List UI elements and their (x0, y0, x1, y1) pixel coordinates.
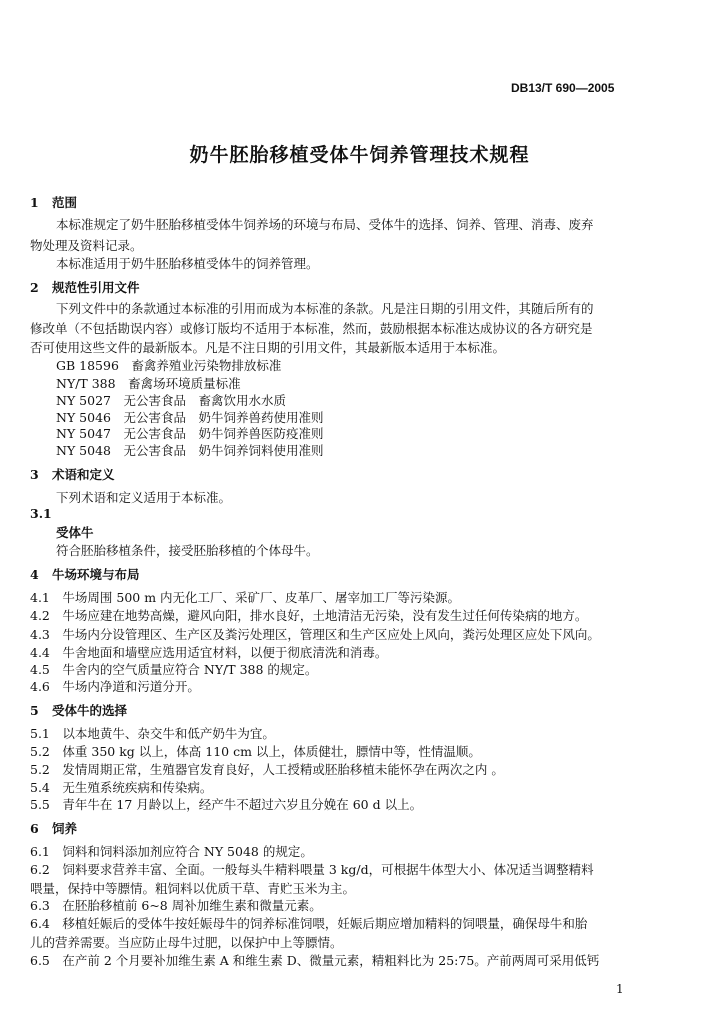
clause-text: 牛场内净道和污道分开。 (62, 679, 200, 694)
section-6-heading (30, 819, 77, 837)
clause-number: 5.2 (30, 744, 50, 759)
section-number: 6 (30, 821, 39, 836)
section-number: 2 (30, 280, 39, 295)
clause (30, 625, 600, 643)
clause-text: 体重 350 kg 以上，体高 110 cm 以上，体质健壮，膘情中等，性情温顺。 (62, 744, 481, 759)
clause-text: 在产前 2 个月要补加维生素 A 和维生素 D、微量元素，精粗料比为 25:75。产前两周可采用低钙 (62, 953, 600, 968)
section-number: 1 (30, 195, 39, 210)
reference-item: NY 5048 无公害食品 奶牛饲养饲料使用准则 (56, 443, 324, 458)
clause (30, 951, 599, 969)
section-3-heading (30, 465, 115, 483)
clause-text: 牛舍地面和墙壁应选用适宜材料，以便于彻底清洗和消毒。 (62, 645, 388, 660)
term-definition: 符合胚胎移植条件，接受胚胎移植的个体母牛。 (56, 543, 319, 558)
clause (30, 724, 275, 742)
clause-number: 5.5 (30, 797, 50, 812)
reference-item: NY/T 388 畜禽场环境质量标准 (56, 376, 241, 391)
page-number: 1 (616, 982, 624, 996)
section-number: 3 (30, 467, 39, 482)
clause-text: 发情周期正常，生殖器官发育良好，人工授精或胚胎移植未能怀孕在两次之内 。 (62, 762, 504, 777)
clause (30, 795, 422, 813)
clause (30, 660, 317, 678)
clause (30, 588, 460, 606)
clause (30, 760, 504, 778)
section-2-heading (30, 278, 140, 296)
clause (30, 643, 387, 661)
reference-item: NY 5027 无公害食品 畜禽饮用水水质 (56, 393, 286, 408)
clause-text: 牛场应建在地势高燥，避风向阳，排水良好，土地清洁无污染，没有发生过任何传染病的地方。 (62, 608, 588, 623)
section-title: 规范性引用文件 (52, 280, 140, 295)
section-title: 牛场环境与布局 (52, 567, 140, 582)
clause-number: 4.2 (30, 608, 50, 623)
clause-text: 牛场周围 500 m 内无化工厂、采矿厂、皮革厂、屠宰加工厂等污染源。 (62, 590, 461, 605)
clause-text: 饲料和饲料添加剂应符合 NY 5048 的规定。 (62, 844, 313, 859)
section-title: 范围 (52, 195, 78, 210)
clause (30, 778, 212, 796)
clause-number: 5.4 (30, 780, 50, 795)
section-5-heading (30, 701, 127, 719)
reference-item: GB 18596 畜禽养殖业污染物排放标准 (56, 358, 282, 373)
clause-continuation: 儿的营养需要。当应防止母牛过肥，以保护中上等膘情。 (30, 935, 343, 950)
section-number: 4 (30, 567, 39, 582)
clause-number: 5.2 (30, 762, 50, 777)
clause-number: 4.4 (30, 645, 50, 660)
reference-item: NY 5046 无公害食品 奶牛饲养兽药使用准则 (56, 410, 324, 425)
clause (30, 860, 594, 878)
clause (30, 896, 322, 914)
section-4-heading (30, 565, 140, 583)
paragraph: 本标准规定了奶牛胚胎移植受体牛饲养场的环境与布局、受体牛的选择、饲养、管理、消毒、废弃 (56, 217, 594, 232)
clause-number: 4.1 (30, 590, 50, 605)
clause (30, 677, 200, 695)
paragraph: 下列文件中的条款通过本标准的引用而成为本标准的条款。凡是注日期的引用文件，其随后所有的 (56, 301, 594, 316)
clause-number: 6.5 (30, 953, 50, 968)
section-title: 术语和定义 (52, 467, 115, 482)
clause-number: 6.4 (30, 916, 50, 931)
clause-continuation: 喂量，保持中等膘情。粗饲料以优质干草、青贮玉米为主。 (30, 881, 356, 896)
clause-text: 饲料要求营养丰富、全面。一般每头牛精料喂量 3 kg/d，可根据牛体型大小、体况适当调整精料 (62, 862, 594, 877)
section-title: 饲养 (52, 821, 78, 836)
clause-text: 在胚胎移植前 6~8 周补加维生素和微量元素。 (62, 898, 322, 913)
paragraph: 本标准适用于奶牛胚胎移植受体牛的饲养管理。 (56, 256, 319, 271)
clause-number: 6.2 (30, 862, 50, 877)
section-1-heading (30, 193, 77, 211)
clause (30, 606, 587, 624)
clause-number: 5.1 (30, 726, 50, 741)
paragraph: 物处理及资料记录。 (30, 238, 143, 253)
clause-number: 6.1 (30, 844, 50, 859)
document-title: 奶牛胚胎移植受体牛饲养管理技术规程 (189, 144, 530, 166)
paragraph: 下列术语和定义适用于本标准。 (56, 490, 232, 505)
clause (30, 914, 587, 932)
clause-text: 无生殖系统疾病和传染病。 (62, 780, 213, 795)
clause (30, 742, 481, 760)
clause-text: 移植妊娠后的受体牛按妊娠母牛的饲养标准饲喂，妊娠后期应增加精料的饲喂量，确保母牛和胎 (62, 916, 588, 931)
clause (30, 842, 313, 860)
clause-number: 4.3 (30, 627, 50, 642)
subsection-number: 3.1 (30, 506, 52, 521)
term: 受体牛 (56, 525, 94, 540)
clause-text: 牛舍内的空气质量应符合 NY/T 388 的规定。 (62, 662, 318, 677)
reference-item: NY 5047 无公害食品 奶牛饲养兽医防疫准则 (56, 426, 324, 441)
standard-number: DB13/T 690—2005 (511, 81, 615, 95)
clause-number: 4.5 (30, 662, 50, 677)
section-title: 受体牛的选择 (52, 703, 128, 718)
clause-text: 青年牛在 17 月龄以上，经产牛不超过六岁且分娩在 60 d 以上。 (62, 797, 423, 812)
clause-number: 6.3 (30, 898, 50, 913)
section-number: 5 (30, 703, 39, 718)
clause-number: 4.6 (30, 679, 50, 694)
clause-text: 牛场内分设管理区、生产区及粪污处理区，管理区和生产区应处上风向，粪污处理区应处下风向。 (62, 627, 600, 642)
paragraph: 否可使用这些文件的最新版本。凡是不注日期的引用文件，其最新版本适用于本标准。 (30, 340, 506, 355)
clause-text: 以本地黄牛、杂交牛和低产奶牛为宜。 (62, 726, 275, 741)
paragraph: 修改单（不包括勘误内容）或修订版均不适用于本标准，然而，鼓励根据本标准达成协议的各方研究是 (30, 321, 593, 336)
